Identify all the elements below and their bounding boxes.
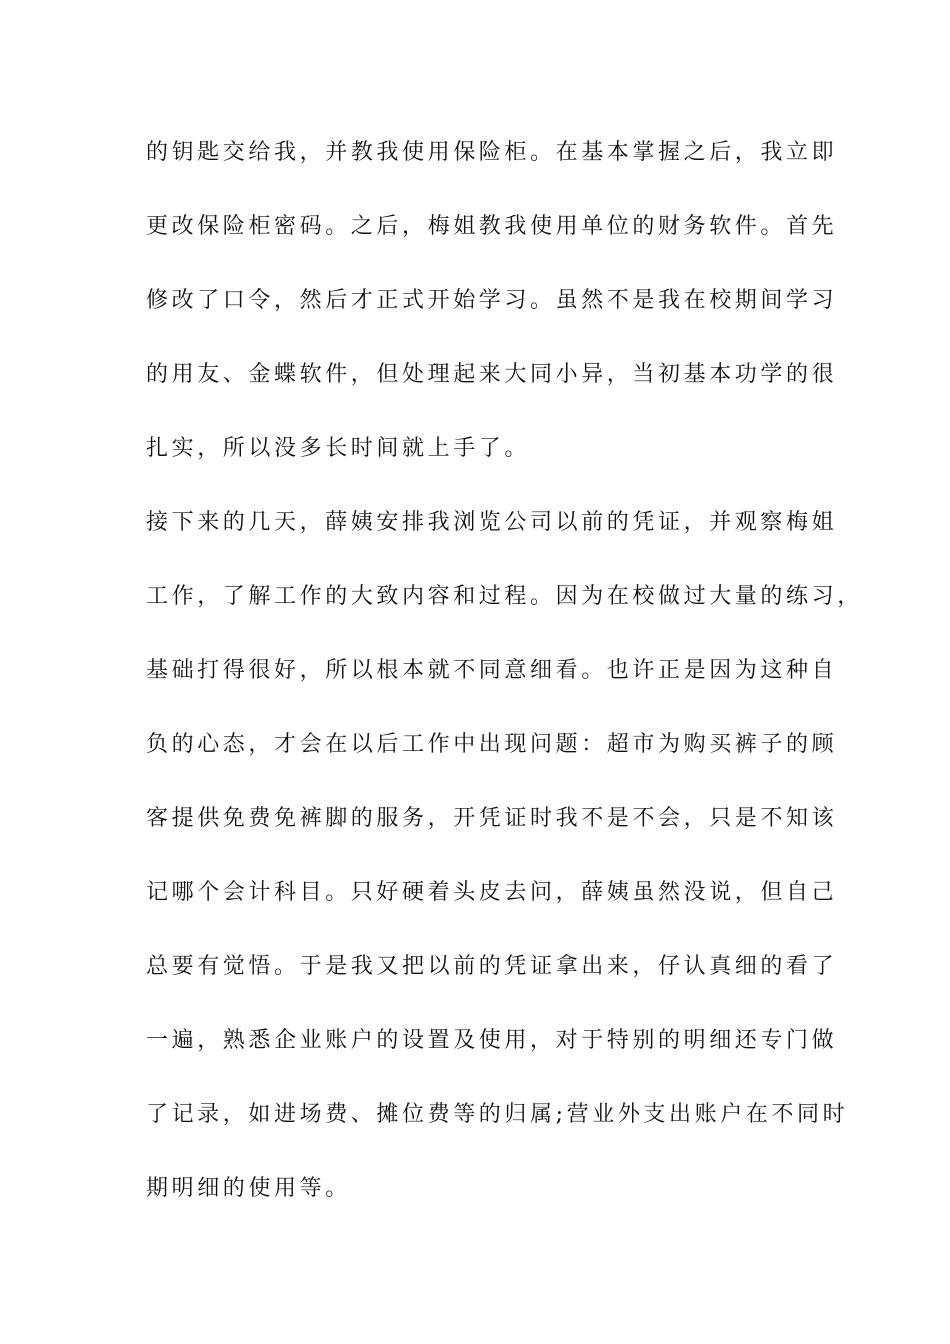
- text-line: 工作，了解工作的大致内容和过程。因为在校做过大量的练习，: [146, 584, 863, 609]
- text-line: 负的心态，才会在以后工作中出现问题：超市为购买裤子的顾: [146, 732, 838, 757]
- body-text: [146, 126, 863, 1236]
- text-line: 的用友、金蝶软件，但处理起来大同小异，当初基本功学的很: [146, 362, 838, 387]
- text-line: 记哪个会计科目。只好硬着头皮去问，薛姨虽然没说，但自己: [146, 880, 838, 905]
- text-line: 的钥匙交给我，并教我使用保险柜。在基本掌握之后，我立即: [146, 140, 838, 165]
- text-line: 一遍，熟悉企业账户的设置及使用，对于特别的明细还专门做: [146, 1028, 838, 1053]
- text-line: 总要有觉悟。于是我又把以前的凭证拿出来，仔认真细的看了: [146, 954, 838, 979]
- text-line: 扎实，所以没多长时间就上手了。: [146, 436, 531, 461]
- text-line: 了记录，如进场费、摊位费等的归属;营业外支出账户在不同时: [146, 1102, 849, 1127]
- text-line: 更改保险柜密码。之后，梅姐教我使用单位的财务软件。首先: [146, 214, 838, 239]
- text-line: 客提供免费免裤脚的服务，开凭证时我不是不会，只是不知该: [146, 806, 838, 831]
- text-line: 基础打得很好，所以根本就不同意细看。也许正是因为这种自: [146, 658, 838, 683]
- text-line: 期明细的使用等。: [146, 1176, 351, 1201]
- text-line: 修改了口令，然后才正式开始学习。虽然不是我在校期间学习: [146, 288, 838, 313]
- text-line: 接下来的几天，薛姨安排我浏览公司以前的凭证，并观察梅姐: [146, 510, 838, 535]
